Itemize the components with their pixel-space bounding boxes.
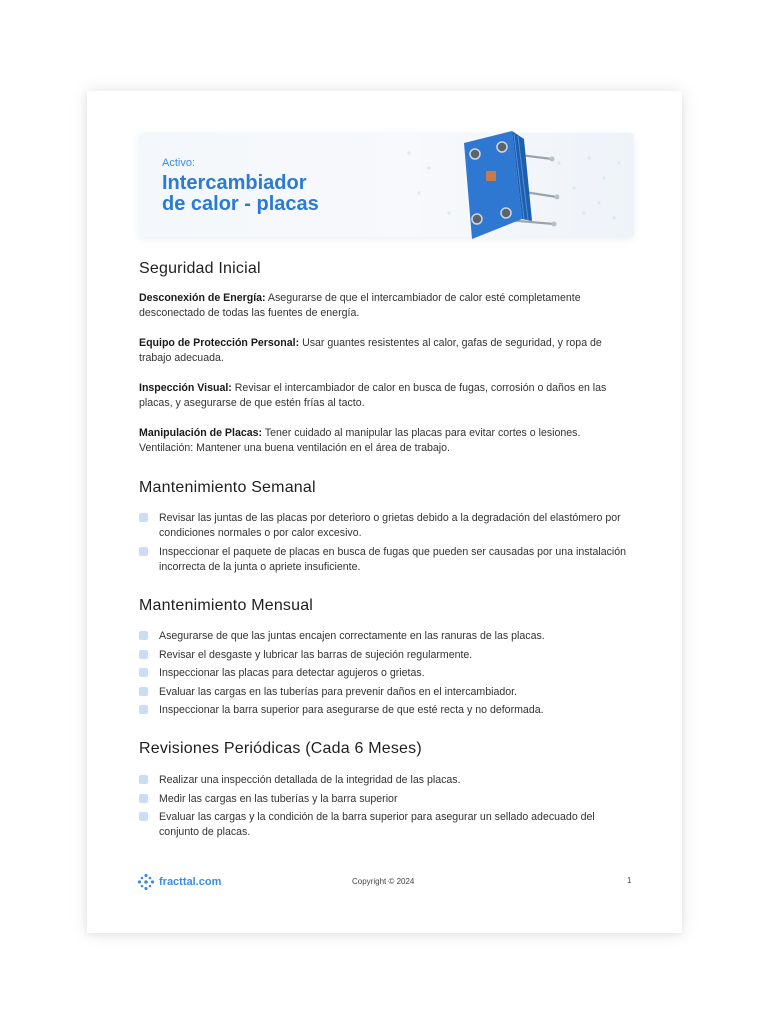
- periodic-checklist: [139, 773, 635, 844]
- checkbox-icon[interactable]: [139, 812, 148, 821]
- footer-page-number: 1: [627, 876, 632, 885]
- paragraph-inspeccion-label: Inspección Visual:: [139, 382, 232, 394]
- fracttal-logo-icon: [137, 873, 155, 891]
- checkbox-icon[interactable]: [139, 513, 148, 522]
- section-title-seguridad: Seguridad Inicial: [139, 260, 261, 277]
- checklist-item-text: Evaluar las cargas en las tuberías para prevenir daños en el intercambiador.: [159, 685, 518, 698]
- document-page: [87, 91, 682, 933]
- checklist-item-text: Revisar las juntas de las placas por deterioro o grietas debido a la degradación del elastómero por condiciones normales o por calor excesivo.: [159, 512, 621, 539]
- paragraph-manipulacion-text: Tener cuidado al manipular las placas para evitar cortes o lesiones.: [262, 427, 581, 439]
- checklist-item: [139, 703, 635, 718]
- paragraph-inspeccion: [139, 381, 635, 411]
- paragraph-epp-text: Usar guantes resistentes al calor, gafas de seguridad, y ropa de trabajo adecuada.: [139, 337, 602, 364]
- plate-heat-exchanger-image: [442, 129, 592, 239]
- checkbox-icon[interactable]: [139, 547, 148, 556]
- checklist-item-text: Asegurarse de que las juntas encajen correctamente en las ranuras de las placas.: [159, 630, 545, 642]
- asset-title: [162, 173, 319, 215]
- checklist-item-text: Inspeccionar el paquete de placas en busca de fugas que pueden ser causadas por una instalación incorrecta de la junta o apriete insuficiente.: [159, 545, 627, 573]
- checklist-item-text: Realizar una inspección detallada de la integridad de las placas.: [159, 774, 461, 786]
- footer-copyright: Copyright © 2024: [352, 877, 415, 886]
- checkbox-icon[interactable]: [139, 650, 148, 659]
- footer-logo[interactable]: [137, 873, 221, 891]
- section-title-semanal: Mantenimiento Semanal: [139, 479, 316, 496]
- checklist-item: [139, 648, 635, 663]
- paragraph-manipulacion: [139, 426, 635, 456]
- monthly-checklist: [139, 629, 635, 722]
- paragraph-ventilacion-text: Ventilación: Mantener una buena ventilación en el área de trabajo.: [139, 442, 450, 454]
- checkbox-icon[interactable]: [139, 668, 148, 677]
- checklist-item: [139, 629, 635, 644]
- section-title-periodicas: Revisiones Periódicas (Cada 6 Meses): [139, 740, 422, 757]
- section-title-mensual: Mantenimiento Mensual: [139, 597, 314, 614]
- checkbox-icon[interactable]: [139, 705, 148, 714]
- asset-title-line2: de calor - placas: [162, 193, 319, 215]
- asset-title-line1: Intercambiador: [162, 172, 307, 194]
- asset-label: Activo:: [162, 157, 196, 169]
- footer-brand: fracttal.com: [159, 876, 222, 888]
- checkbox-icon[interactable]: [139, 687, 148, 696]
- checklist-item: [139, 666, 635, 681]
- weekly-checklist: [139, 511, 635, 578]
- paragraph-desconexion-label: Desconexión de Energía:: [139, 292, 266, 304]
- checklist-item-text: Inspeccionar las placas para detectar agujeros o grietas.: [159, 667, 425, 679]
- paragraph-epp-label: Equipo de Protección Personal:: [139, 337, 300, 349]
- checklist-item: [139, 810, 635, 840]
- checklist-item: [139, 511, 635, 541]
- checklist-item-text: Evaluar las cargas y la condición de la barra superior para asegurar un sellado adecuado del conjunto de placas.: [159, 811, 595, 838]
- paragraph-desconexion-text: Asegurarse de que el intercambiador de calor esté completamente desconectado de todas las fuentes de energía.: [139, 292, 581, 319]
- checklist-item: [139, 685, 635, 700]
- paragraph-manipulacion-label: Manipulación de Placas:: [139, 427, 263, 439]
- checklist-item-text: Medir las cargas en las tuberías y la barra superior: [159, 792, 398, 805]
- checklist-item: [139, 773, 635, 788]
- checkbox-icon[interactable]: [139, 794, 148, 803]
- checklist-item: [139, 545, 635, 575]
- checkbox-icon[interactable]: [139, 775, 148, 784]
- checklist-item-text: Revisar el desgaste y lubricar las barras de sujeción regularmente.: [159, 648, 473, 661]
- checkbox-icon[interactable]: [139, 631, 148, 640]
- checklist-item-text: Inspeccionar la barra superior para asegurarse de que esté recta y no deformada.: [159, 704, 544, 716]
- paragraph-inspeccion-text: Revisar el intercambiador de calor en busca de fugas, corrosión o daños en las placas, y asegurarse de que estén frías al tacto.: [139, 382, 607, 409]
- paragraph-desconexion: [139, 291, 635, 321]
- checklist-item: [139, 792, 635, 807]
- paragraph-epp: [139, 336, 635, 366]
